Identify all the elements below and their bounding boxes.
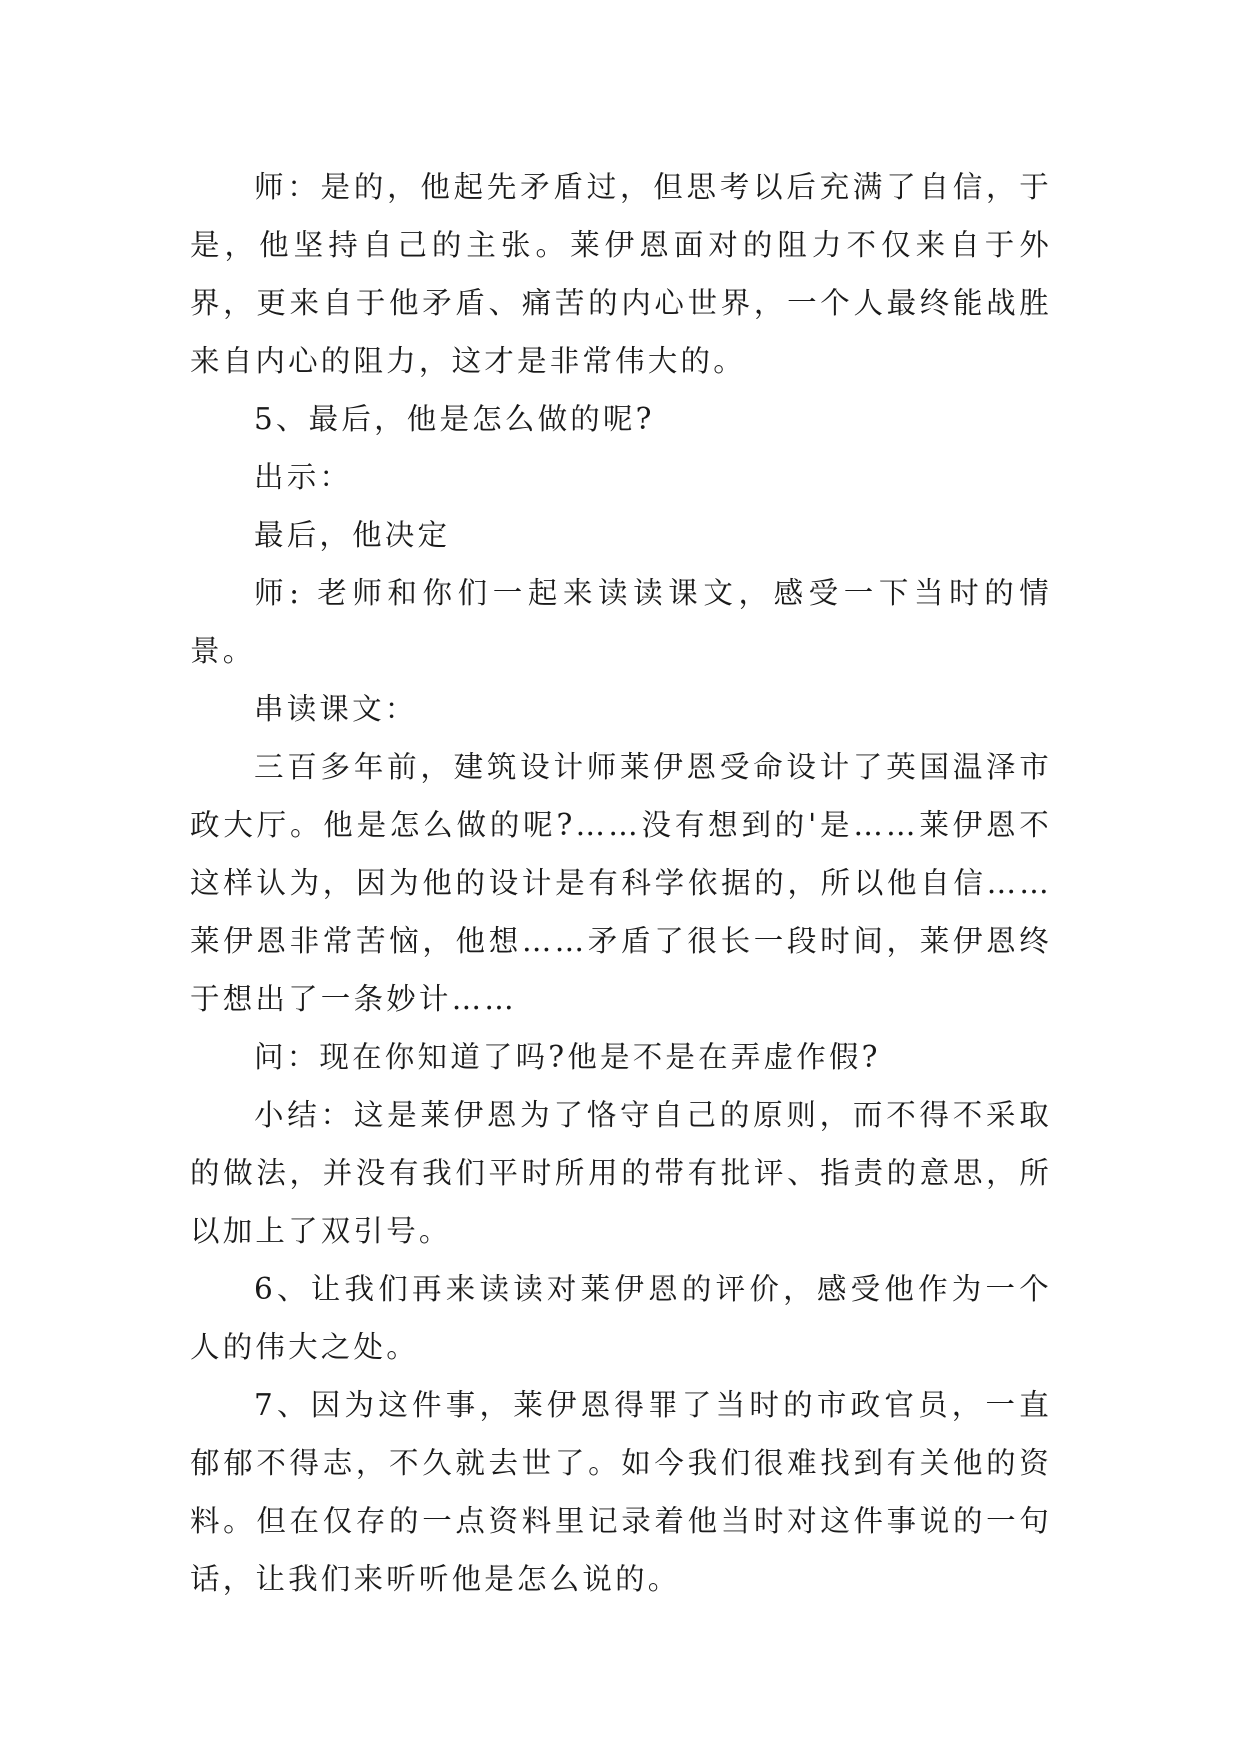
paragraph-teacher-read-together: 师: 老师和你们一起来读读课文，感受一下当时的情景。 (190, 576, 1052, 668)
paragraph-show: 出示： (254, 460, 353, 494)
document-page (190, 158, 1052, 1608)
paragraph-item-7: 7、因为这件事，莱伊恩得罪了当时的市政官员，一直郁郁不得志，不久就去世了。如今我们很难找到有关他的资料。但在仅存的一点资料里记录着他当时对这件事说的一句话，让我们来听听他是怎么说的。 (190, 1388, 1052, 1596)
paragraph-read-text-heading: 串读课文： (254, 692, 418, 726)
paragraph-story-summary: 三百多年前，建筑设计师莱伊恩受命设计了英国温泽市政大厅。他是怎么做的呢?……没有想到的'是……莱伊恩不这样认为，因为他的设计是有科学依据的，所以他自信……莱伊恩非常苦恼，他想……矛盾了很长一段时间，莱伊恩终于想出了一条妙计…… (190, 750, 1052, 1016)
paragraph-teacher-reflection: 师：是的，他起先矛盾过，但思考以后充满了自信，于是，他坚持自己的主张。莱伊恩面对的阻力不仅来自于外界，更来自于他矛盾、痛苦的内心世界，一个人最终能战胜来自内心的阻力，这才是非常伟大的。 (190, 170, 1052, 378)
paragraph-conclusion: 小结：这是莱伊恩为了恪守自己的原则，而不得不采取的做法，并没有我们平时所用的带有批评、指责的意思，所以加上了双引号。 (190, 1098, 1052, 1248)
paragraph-finally-decided: 最后，他决定 (254, 518, 451, 552)
paragraph-question-fake: 问：现在你知道了吗?他是不是在弄虚作假? (254, 1040, 881, 1074)
paragraph-question-5: 5、最后，他是怎么做的呢? (254, 402, 655, 436)
paragraph-item-6: 6、让我们再来读读对莱伊恩的评价，感受他作为一个人的伟大之处。 (190, 1272, 1052, 1364)
